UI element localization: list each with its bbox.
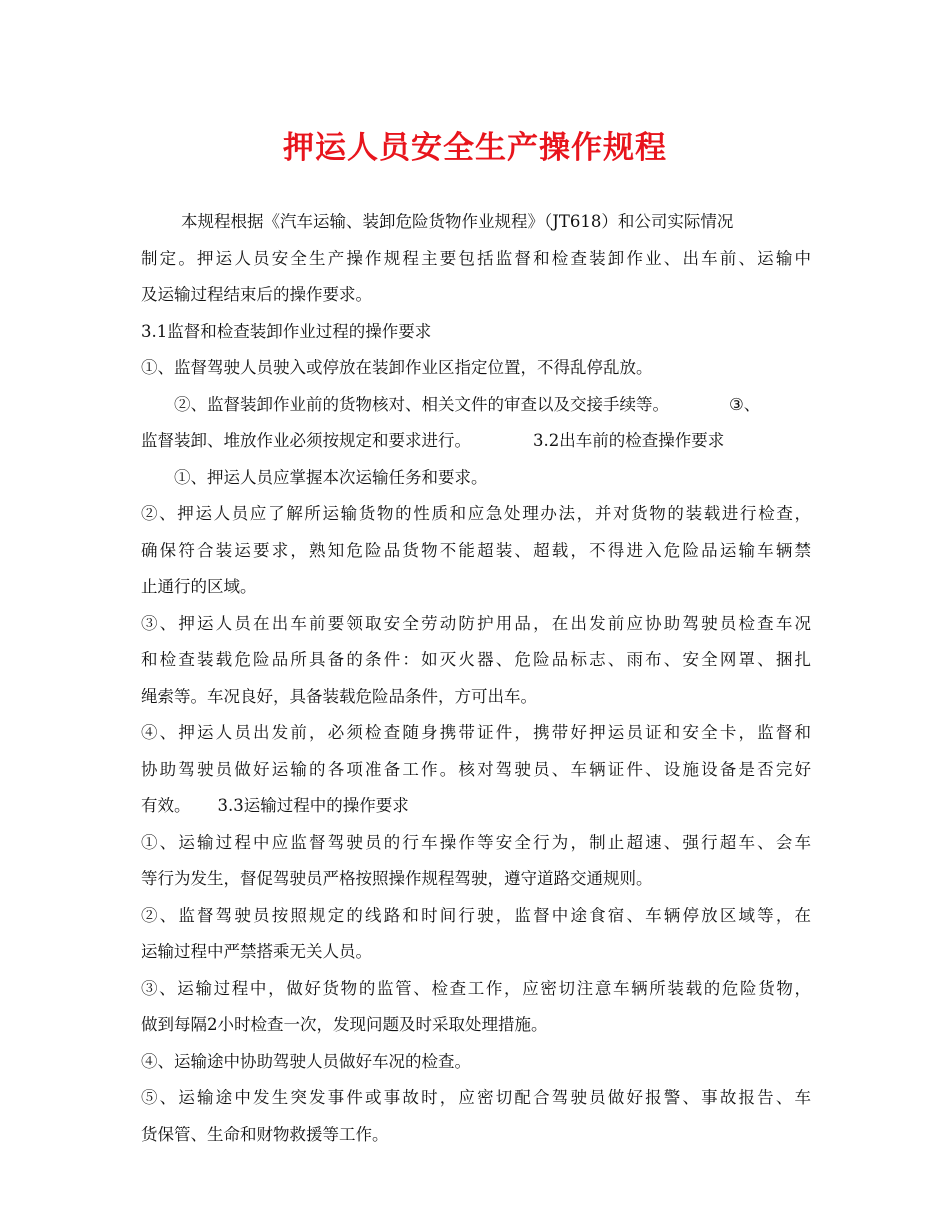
paragraph-line: 止通行的区域。 [141, 577, 257, 596]
paragraph-line: 等行为发生，督促驾驶员严格按照操作规程驾驶，遵守道路交通规则。 [141, 869, 653, 888]
paragraph-line: 确保符合装运要求，熟知危险品货物不能超装、超载，不得进入危险品运输车辆禁 [141, 540, 811, 560]
paragraph-line: ①、押运人员应掌握本次运输任务和要求。 [174, 467, 488, 487]
paragraph-line: 协助驾驶员做好运输的各项准备工作。核对驾驶员、车辆证件、设施设备是否完好 [141, 759, 811, 779]
paragraph-line: 制定。押运人员安全生产操作规程主要包括监督和检查装卸作业、出车前、运输中 [141, 248, 811, 268]
paragraph-line: ③、押运人员在出车前要领取安全劳动防护用品，在出发前应协助驾驶员检查车况 [141, 613, 811, 633]
section-heading: 3.1监督和检查装卸作业过程的操作要求 [141, 321, 432, 341]
paragraph-line: ②、监督驾驶员按照规定的线路和时间行驶，监督中途食宿、车辆停放区域等，在 [141, 905, 811, 925]
paragraph-line: 绳索等。车况良好，具备装载危险品条件，方可出车。 [141, 686, 537, 706]
paragraph-line: 监督装卸、堆放作业必须按规定和要求进行。 3.2出车前的检查操作要求 [141, 431, 725, 450]
paragraph-line: 及运输过程结束后的操作要求。 [141, 285, 372, 304]
paragraph-line: 做到每隔2小时检查一次，发现问题及时采取处理措施。 [141, 1015, 548, 1034]
paragraph-line: 货保管、生命和财物救援等工作。 [141, 1124, 389, 1144]
paragraph-line: 运输过程中严禁搭乘无关人员。 [141, 942, 372, 961]
paragraph-line: ②、押运人员应了解所运输货物的性质和应急处理办法，并对货物的装载进行检查， [141, 504, 811, 523]
paragraph-line: ①、运输过程中应监督驾驶员的行车操作等安全行为，制止超速、强行超车、会车 [141, 832, 811, 852]
paragraph-line: ③、运输过程中，做好货物的监管、检查工作，应密切注意车辆所装载的危险货物， [141, 978, 811, 998]
paragraph-line: 有效。 3.3运输过程中的操作要求 [141, 796, 409, 815]
section-heading: 3.3运输过程中的操作要求 [217, 796, 409, 815]
paragraph-line: ②、监督装卸作业前的货物核对、相关文件的审查以及交接手续等。 ③、 [174, 394, 761, 414]
paragraph-line: 和检查装载危险品所具备的条件：如灭火器、危险品标志、雨布、安全网罩、捆扎 [141, 650, 811, 669]
paragraph-line: ①、监督驾驶人员驶入或停放在装卸作业区指定位置，不得乱停乱放。 [141, 358, 653, 377]
paragraph-line: ④、运输途中协助驾驶人员做好车况的检查。 [141, 1051, 471, 1071]
section-heading: 3.2出车前的检查操作要求 [533, 431, 725, 450]
paragraph-line: ⑤、运输途中发生突发事件或事故时，应密切配合驾驶员做好报警、事故报告、车 [141, 1088, 811, 1107]
document-title: 押运人员安全生产操作规程 [283, 130, 667, 166]
paragraph-line: ④、押运人员出发前，必须检查随身携带证件，携带好押运员证和安全卡，监督和 [141, 723, 811, 742]
paragraph-line: 本规程根据《汽车运输、装卸危险货物作业规程》（JT618）和公司实际情况 [181, 212, 734, 231]
document-body [141, 204, 811, 1153]
